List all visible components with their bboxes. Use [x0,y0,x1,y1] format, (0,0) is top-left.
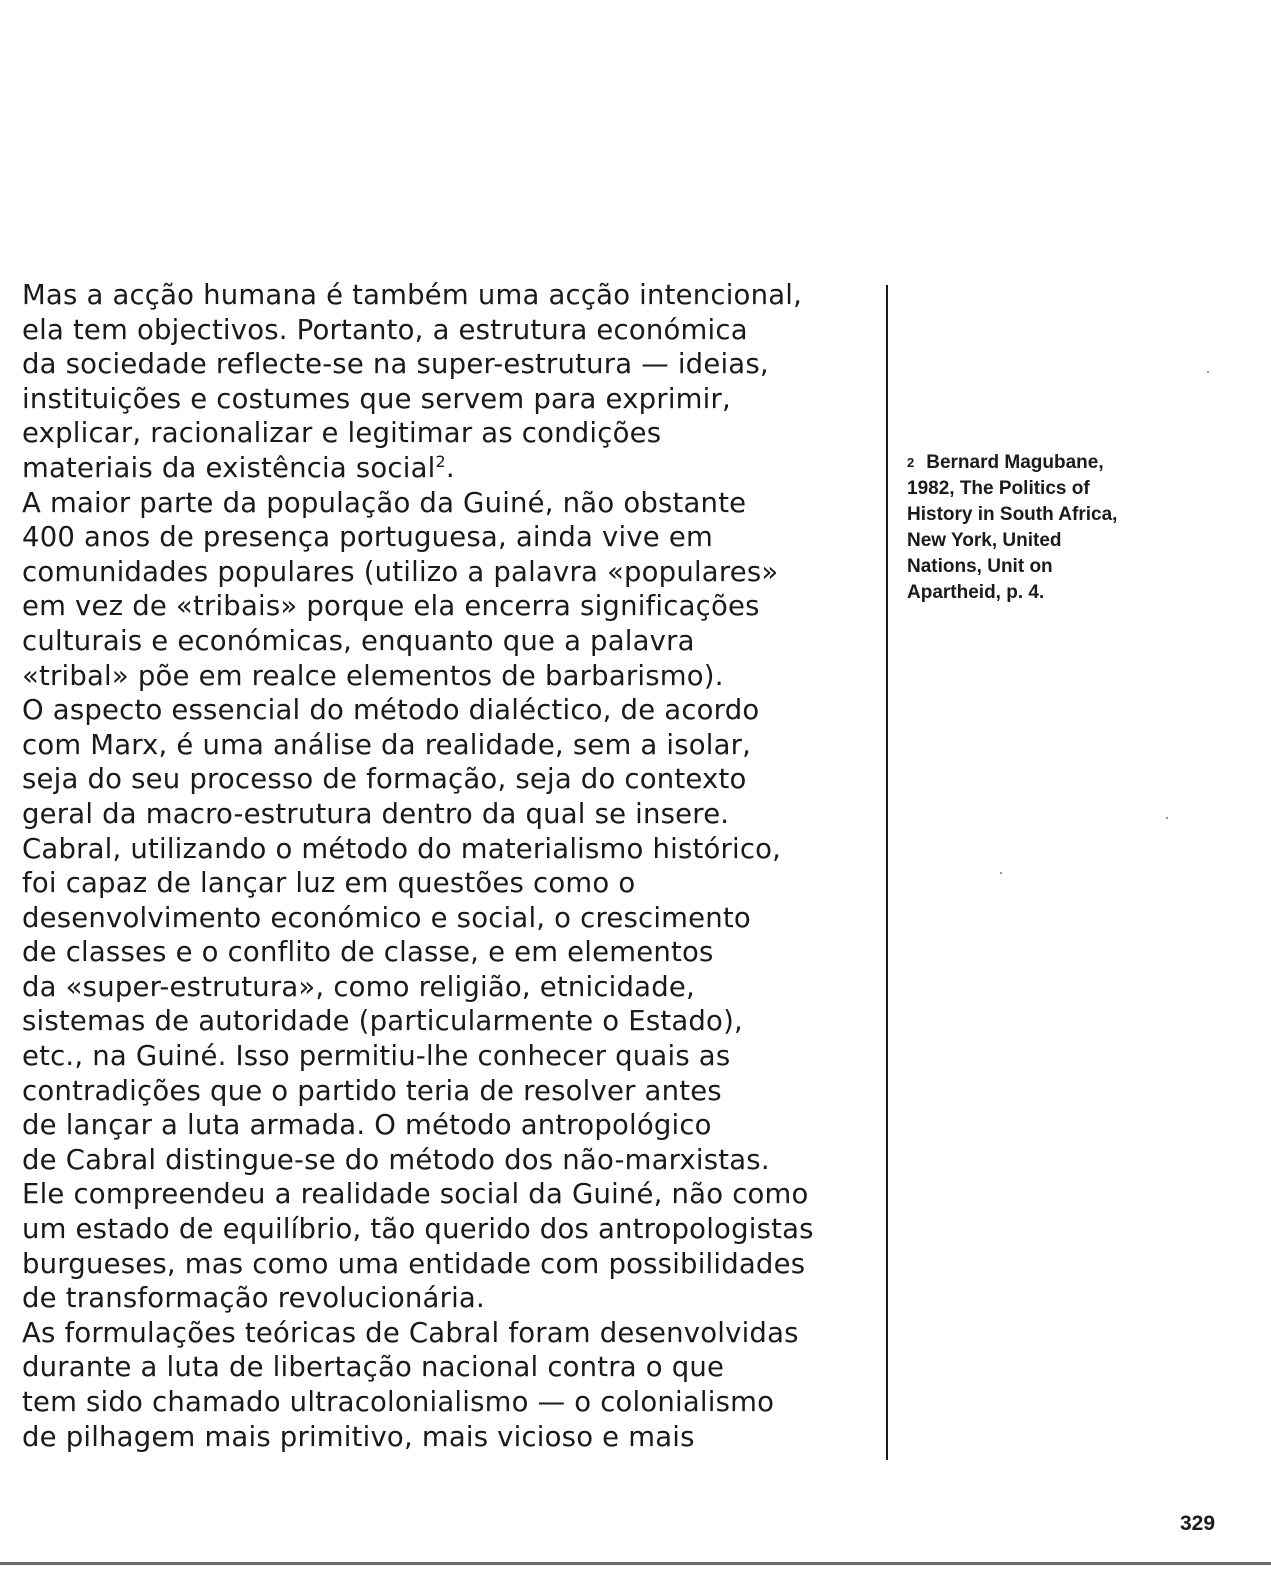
text-line: A maior parte da população da Guiné, não obstante [22,486,747,519]
text-line: de transformação revolucionária. [22,1282,485,1315]
text-line: Mas a acção humana é também uma acção intencional, [22,279,803,311]
text-line: O aspecto essencial do método dialéctico, de acordo [22,694,760,727]
period: . [445,451,455,484]
text-line: foi capaz de lançar luz em questões como o [22,867,636,900]
scan-speck [1207,371,1209,373]
text-line: desenvolvimento económico e social, o crescimento [22,901,751,934]
text-line: Cabral, utilizando o método do materialismo histórico, [22,832,782,865]
text-line: culturais e económicas, enquanto que a palavra [22,624,695,657]
text-line: materiais da existência social [22,451,436,484]
footnote-line: Nations, Unit on [907,556,1053,577]
text-line: instituições e costumes que servem para exprimir, [22,382,731,415]
page-number: 329 [1180,1512,1216,1535]
side-footnote [907,450,1207,606]
text-line: de lançar a luta armada. O método antropológico [22,1109,712,1142]
text-line: geral da macro-estrutura dentro da qual se insere. [22,797,730,830]
body-text [22,278,882,1454]
footnote-line: History in South Africa, [907,504,1118,525]
footnote-reference: 2 [435,451,446,471]
text-line: de Cabral distingue-se do método dos não-marxistas. [22,1143,770,1176]
text-line: explicar, racionalizar e legitimar as condições [22,417,662,450]
scan-bottom-edge [0,1562,1271,1565]
text-line: As formulações teóricas de Cabral foram desenvolvidas [22,1316,799,1349]
text-line: da «super-estrutura», como religião, etnicidade, [22,970,695,1003]
text-line: seja do seu processo de formação, seja do contexto [22,763,747,796]
text-line: tem sido chamado ultracolonialismo — o colonialismo [22,1386,775,1418]
text-line: um estado de equilíbrio, tão querido dos antropologistas [22,1213,814,1246]
text-line: de pilhagem mais primitivo, mais vicioso e mais [22,1420,695,1453]
footnote-number: 2 [907,455,915,470]
text-line: de classes e o conflito de classe, e em elementos [22,936,714,969]
footnote-line: 1982, The Politics of [907,478,1090,499]
text-line: burgueses, mas como uma entidade com possibilidades [22,1247,806,1280]
footnote-line: Apartheid, p. 4. [907,582,1045,603]
text-line: ela tem objectivos. Portanto, a estrutura económica [22,313,748,346]
text-line-with-footnote-ref [22,451,882,486]
text-line: Ele compreendeu a realidade social da Guiné, não como [22,1178,809,1211]
scan-speck [1166,817,1168,819]
text-line: etc., na Guiné. Isso permitiu-lhe conhecer quais as [22,1040,731,1073]
text-line: sistemas de autoridade (particularmente o Estado), [22,1005,743,1038]
text-line: da sociedade reflecte-se na super-estrutura — ideias, [22,348,769,381]
text-line: comunidades populares (utilizo a palavra «populares» [22,555,779,588]
footnote-line [907,450,1207,476]
text-line: durante a luta de libertação nacional contra o que [22,1351,725,1384]
text-line: em vez de «tribais» porque ela encerra significações [22,590,760,623]
footnote-text: Bernard Magubane, [926,452,1104,473]
margin-divider [886,285,888,1460]
text-line: «tribal» põe em realce elementos de barbarismo). [22,659,724,692]
scan-speck [1000,872,1002,874]
footnote-line: New York, United [907,530,1062,551]
text-line: contradições que o partido teria de resolver antes [22,1074,722,1107]
text-line: 400 anos de presença portuguesa, ainda vive em [22,521,713,554]
text-line: com Marx, é uma análise da realidade, sem a isolar, [22,728,752,761]
